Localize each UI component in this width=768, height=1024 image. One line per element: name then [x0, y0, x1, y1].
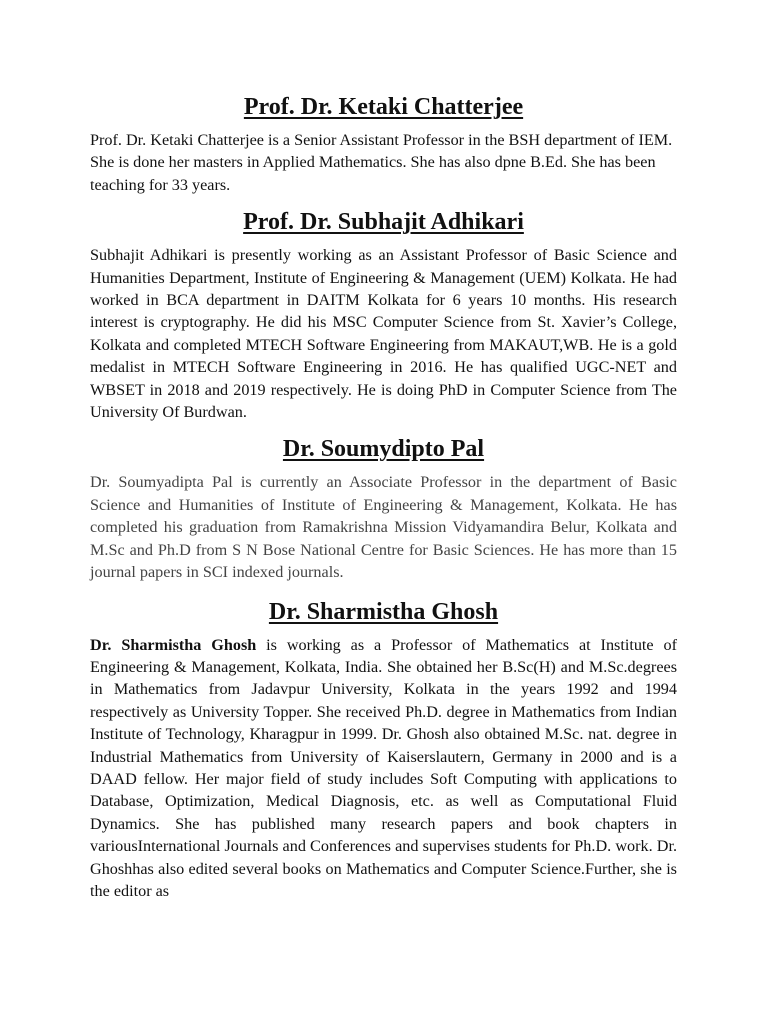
document-page [90, 91, 677, 902]
section-heading-soumydipto-pal: Dr. Soumydipto Pal [282, 436, 485, 463]
section-heading-sharmistha-ghosh: Dr. Sharmistha Ghosh [268, 598, 499, 625]
section-paragraph-sharmistha-ghosh [90, 634, 677, 903]
section-paragraph-ketaki-chatterjee: Prof. Dr. Ketaki Chatterjee is a Senior Assistant Professor in the BSH department of IEM. She is done her masters in Applied Mathematics. She has also dpne B.Ed. She has been teaching for 33 years. [90, 131, 673, 194]
paragraph-body-text: is working as a Professor of Mathematics at Institute of Engineering & Management, Kolkata, India. She obtained her B.Sc(H) and M.Sc.degrees in Mathematics from Jadavpur University, Kolkata in the years 1992 and 1994 respectively as University Topper. She received Ph.D. degree in Mathematics from Indian Institute of Technology, Kharagpur in 1999. Dr. Ghosh also obtained M.Sc. nat. degree in Industrial Mathematics from University of Kaiserslautern, Germany in 2000 and is a DAAD fellow. Her major field of study includes Soft Computing with applications to Database, Optimization, Medical Diagnosis, etc. as well as Computational Fluid Dynamics. She has published many research papers and book chapters in variousInternational Journals and Conferences and supervises students for Ph.D. work. Dr. Ghoshhas also edited several books on Mathematics and Computer Science.Further, she is the editor as [90, 635, 677, 900]
paragraph-bold-name: Dr. Sharmistha Ghosh [90, 635, 257, 654]
section-paragraph-soumydipto-pal: Dr. Soumyadipta Pal is currently an Associate Professor in the department of Basic Science and Humanities of Institute of Engineering & Management, Kolkata. He has completed his graduation from Ramakrishna Mission Vidyamandira Belur, Kolkata and M.Sc and Ph.D from S N Bose National Centre for Basic Sciences. He has more than 15 journal papers in SCI indexed journals. [90, 473, 677, 582]
section-paragraph-subhajit-adhikari: Subhajit Adhikari is presently working as an Assistant Professor of Basic Science and Humanities Department, Institute of Engineering & Management (UEM) Kolkata. He had worked in BCA department in DAITM Kolkata for 6 years 10 months. His research interest is cryptography. He did his MSC Computer Science from St. Xavier’s College, Kolkata and completed MTECH Software Engineering from MAKAUT,WB. He is a gold medalist in MTECH Software Engineering in 2016. He has qualified UGC-NET and WBSET in 2018 and 2019 respectively. He is doing PhD in Computer Science from The University Of Burdwan. [90, 246, 677, 422]
section-heading-subhajit-adhikari: Prof. Dr. Subhajit Adhikari [243, 209, 524, 236]
section-heading-ketaki-chatterjee: Prof. Dr. Ketaki Chatterjee [243, 94, 524, 120]
